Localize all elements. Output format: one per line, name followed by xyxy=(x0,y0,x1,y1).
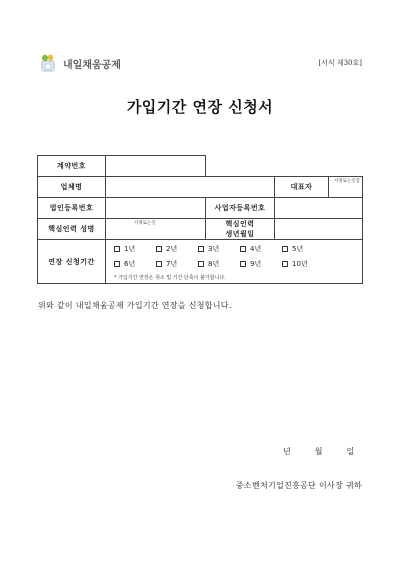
period-option-label: 4년 xyxy=(250,244,262,253)
date-line xyxy=(283,446,378,457)
checkbox[interactable] xyxy=(240,246,246,252)
recipient: 중소벤처기업진흥공단 이사장 귀하 xyxy=(235,481,362,490)
period-option-label: 9년 xyxy=(250,259,262,268)
biz-reg-field[interactable] xyxy=(275,198,363,219)
checkbox[interactable] xyxy=(156,261,162,267)
period-option-label: 8년 xyxy=(208,259,220,268)
application-statement: 위와 같이 내일채움공제 가입기간 연장을 신청합니다. xyxy=(38,301,232,310)
company-name-field[interactable] xyxy=(106,177,275,198)
core-staff-name-field[interactable] xyxy=(106,219,206,240)
contract-no-label: 계약번호 xyxy=(38,156,106,177)
date-day: 일 xyxy=(346,447,355,456)
period-row-2 xyxy=(114,259,362,269)
contract-no-field[interactable] xyxy=(106,156,206,177)
logo-icon xyxy=(38,53,58,73)
page-title: 가입기간 연장 신청서 xyxy=(126,98,274,116)
period-option-label: 6년 xyxy=(124,259,136,268)
period-option-label: 3년 xyxy=(208,244,220,253)
period-option[interactable] xyxy=(114,259,156,269)
period-option[interactable] xyxy=(198,244,240,254)
date-year: 년 xyxy=(283,447,291,456)
checkbox[interactable] xyxy=(114,246,120,252)
period-row-1 xyxy=(114,244,362,254)
period-note: * 가입기간 연장은 취소 및 기간 단축이 불가합니다. xyxy=(114,274,226,281)
company-name-label: 업체명 xyxy=(38,177,106,198)
period-option[interactable] xyxy=(114,244,156,254)
blank-area xyxy=(206,156,363,177)
period-option[interactable] xyxy=(282,244,324,254)
period-option[interactable] xyxy=(156,259,198,269)
application-form-table xyxy=(37,155,363,284)
period-label: 연장 신청기간 xyxy=(38,240,106,284)
core-staff-signature-note: 서명또는인 xyxy=(134,221,156,226)
checkbox[interactable] xyxy=(282,261,288,267)
ceo-label: 대표자 xyxy=(275,177,329,198)
core-staff-birth-label-line2: 생년월일 xyxy=(225,230,255,238)
checkbox[interactable] xyxy=(156,246,162,252)
period-option[interactable] xyxy=(156,244,198,254)
ceo-field[interactable] xyxy=(329,177,363,198)
corp-reg-label: 법인등록번호 xyxy=(38,198,106,219)
period-option[interactable] xyxy=(240,244,282,254)
period-option-label: 2년 xyxy=(166,244,178,253)
core-staff-name-label: 핵심인력 성명 xyxy=(38,219,106,240)
checkbox[interactable] xyxy=(198,246,204,252)
core-staff-birth-label-line1: 핵심인력 xyxy=(225,220,255,228)
checkbox[interactable] xyxy=(198,261,204,267)
logo xyxy=(38,52,121,74)
period-option-label: 10년 xyxy=(292,259,308,268)
period-options xyxy=(106,240,363,284)
form-number: [서식 제30호] xyxy=(318,59,362,67)
date-month: 월 xyxy=(314,447,323,456)
period-option-label: 5년 xyxy=(292,244,304,253)
biz-reg-label: 사업자등록번호 xyxy=(206,198,275,219)
core-staff-birth-field[interactable] xyxy=(275,219,363,240)
period-option[interactable] xyxy=(282,259,324,269)
checkbox[interactable] xyxy=(240,261,246,267)
period-option-label: 7년 xyxy=(166,259,178,268)
period-option[interactable] xyxy=(240,259,282,269)
period-option[interactable] xyxy=(198,259,240,269)
checkbox[interactable] xyxy=(114,261,120,267)
core-staff-birth-label xyxy=(206,219,275,240)
period-option-label: 1년 xyxy=(124,244,136,253)
ceo-signature-note: 서명또는인감 xyxy=(333,179,361,184)
checkbox[interactable] xyxy=(282,246,288,252)
corp-reg-field[interactable] xyxy=(106,198,206,219)
logo-text: 내일채움공제 xyxy=(63,59,121,71)
